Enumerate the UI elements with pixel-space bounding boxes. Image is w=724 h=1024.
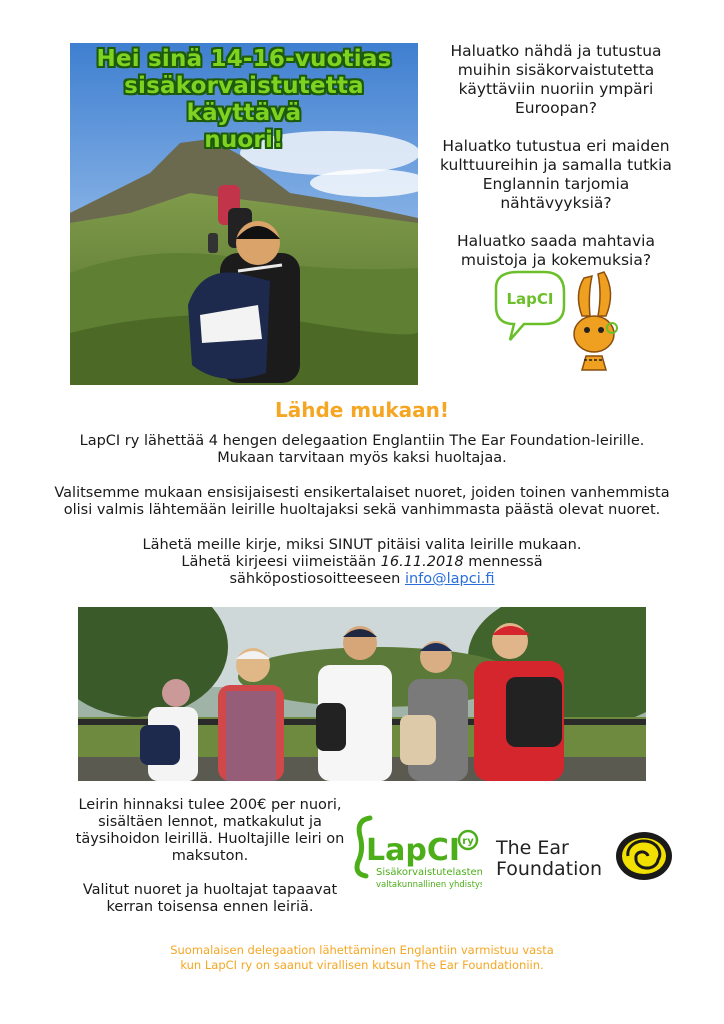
cta-heading: Lähde mukaan! bbox=[274, 398, 450, 422]
headline-line3: nuori! bbox=[204, 127, 284, 153]
selection-paragraph bbox=[40, 485, 684, 519]
ear-foundation-text bbox=[496, 838, 626, 880]
question-1: Haluatko nähdä ja tutustua muihin sisäkorvaistutetta käyttäviin nuoriin ympäri Euroopan? bbox=[450, 42, 662, 117]
email-pre: sähköpostiosoitteeseen bbox=[229, 571, 405, 587]
deadline-post: mennessä bbox=[463, 554, 543, 570]
application-line3 bbox=[40, 571, 684, 588]
question-2: Haluatko tutustua eri maiden kulttuureihin ja samalla tutkia Englannin tarjomia nähtävyyksiä? bbox=[440, 137, 672, 212]
selection-line1: Valitsemme mukaan ensisijaisesti ensikertalaiset nuoret, joiden toinen vanhemmista bbox=[54, 485, 670, 501]
deadline-date: 16.11.2018 bbox=[380, 554, 464, 570]
application-line1: Lähetä meille kirje, miksi SINUT pitäisi valita leirille mukaan. bbox=[142, 537, 582, 553]
email-link[interactable]: info@lapci.fi bbox=[404, 571, 495, 587]
price-paragraph: Leirin hinnaksi tulee 200€ per nuori, sisältäen lennot, matkakulut ja täysihoidon leirillä. Huoltajille leiri on maksuton. bbox=[75, 797, 345, 864]
intro-line2: Mukaan tarvitaan myös kaksi huoltajaa. bbox=[217, 450, 507, 466]
headline bbox=[70, 46, 418, 154]
headline-line2: sisäkorvaistutetta käyttävä bbox=[124, 73, 364, 126]
headline-line1: Hei sinä 14-16-vuotias bbox=[96, 46, 392, 72]
ear-line1: The Ear bbox=[496, 837, 569, 859]
lapci-logo-sub2: valtakunnallinen yhdistys bbox=[376, 880, 482, 890]
footer-note bbox=[0, 943, 724, 973]
lapci-logo-name: LapCI bbox=[366, 833, 461, 868]
lapci-logo bbox=[352, 812, 482, 892]
mascot-logo-text: LapCI bbox=[506, 290, 554, 308]
question-3: Haluatko saada mahtavia muistoja ja kokemuksia? bbox=[456, 232, 655, 269]
application-line2 bbox=[40, 554, 684, 571]
footer-line2: kun LapCI ry on saanut virallisen kutsun The Ear Foundationiin. bbox=[180, 958, 544, 972]
questions-column bbox=[436, 42, 676, 289]
ear-line2: Foundation bbox=[496, 858, 603, 880]
intro-paragraph bbox=[40, 433, 684, 467]
selection-line2: olisi valmis lähtemään leirille huoltajaksi sekä vanhimmasta päästä olevat nuoret. bbox=[63, 502, 661, 518]
deadline-pre: Lähetä kirjeesi viimeistään bbox=[181, 554, 381, 570]
group-photo bbox=[78, 607, 646, 781]
footer-line1: Suomalaisen delegaation lähettäminen Englantiin varmistuu vasta bbox=[170, 943, 554, 957]
lapci-mascot bbox=[488, 266, 638, 376]
intro-line1: LapCI ry lähettää 4 hengen delegaation Englantiin The Ear Foundation-leirille. bbox=[79, 433, 645, 449]
application-paragraph bbox=[40, 537, 684, 588]
rabbit-icon bbox=[574, 272, 617, 370]
lapci-logo-ry: ry bbox=[462, 836, 474, 847]
lapci-logo-sub1: Sisäkorvaistutelasten bbox=[376, 867, 482, 878]
price-info bbox=[74, 797, 346, 933]
meeting-paragraph: Valitut nuoret ja huoltajat tapaavat kerran toisensa ennen leiriä. bbox=[82, 882, 338, 915]
